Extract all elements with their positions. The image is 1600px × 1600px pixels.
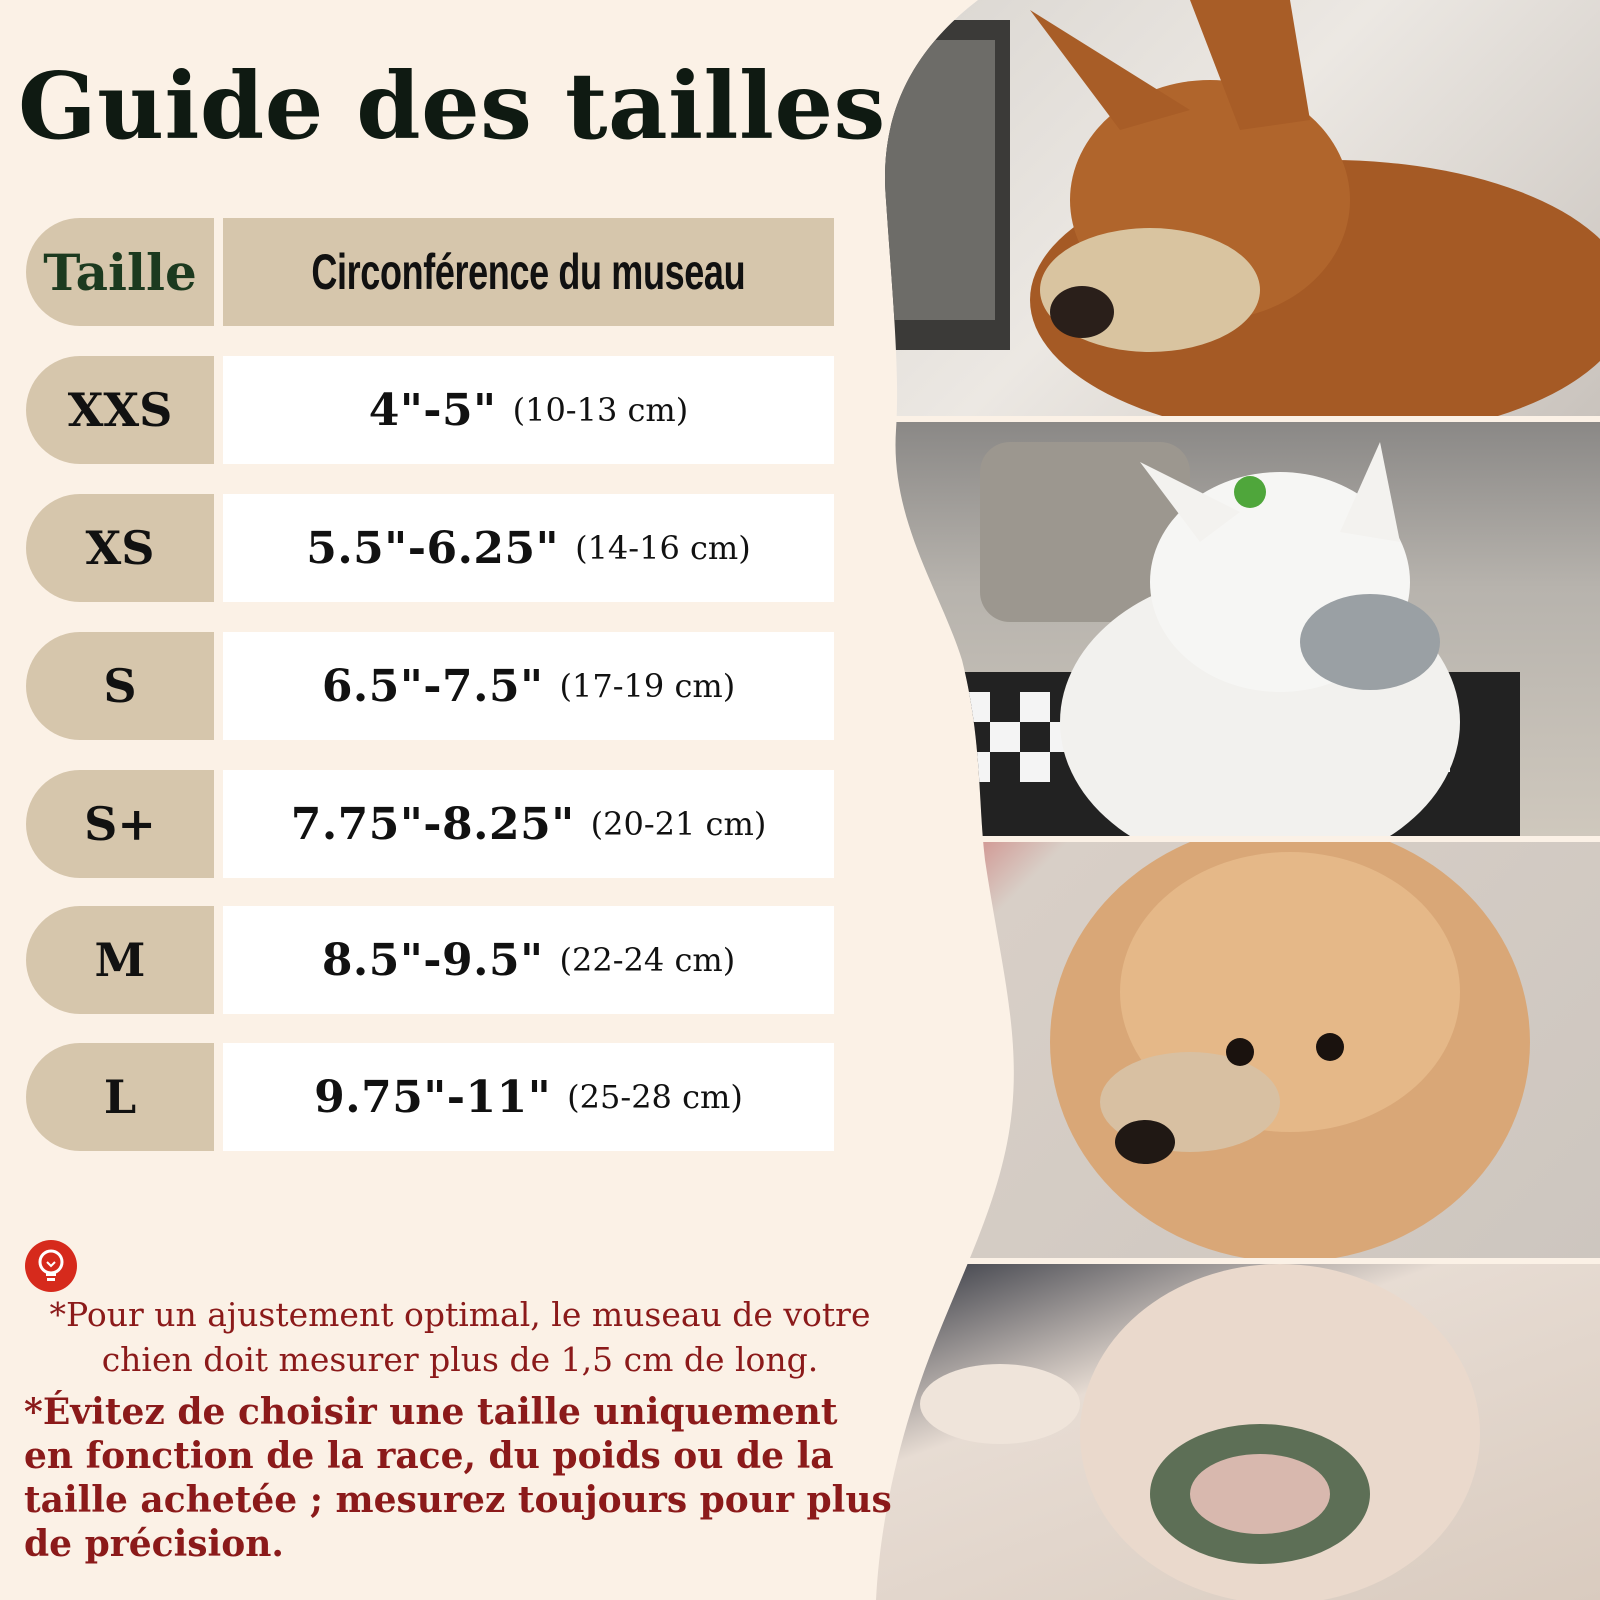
- row-size: XS: [26, 494, 214, 602]
- photo-bulldog-green-muzzle: [860, 1264, 1600, 1600]
- row-size: L: [26, 1043, 214, 1151]
- row-cm: (22-24 cm): [559, 941, 736, 979]
- row-value: [223, 356, 834, 464]
- measure-warning: *Évitez de choisir une taille uniquement en fonction de la race, du poids ou de la taille achetée ; mesurez toujours pour plus de précision.: [24, 1391, 892, 1565]
- fit-note: *Pour un ajustement optimal, le museau de votre chien doit mesurer plus de 1,5 cm de long.: [49, 1295, 871, 1379]
- header-value-label: Circonférence du museau: [311, 244, 746, 300]
- photo-chihuahua-beige-muzzle: [860, 0, 1600, 416]
- row-inches: 8.5"-9.5": [321, 934, 544, 986]
- photo-pomeranian-beige-muzzle: [860, 842, 1600, 1258]
- row-cm: (20-21 cm): [590, 805, 767, 843]
- row-cm: (17-19 cm): [559, 667, 736, 705]
- row-inches: 7.75"-8.25": [290, 798, 575, 850]
- row-cm: (14-16 cm): [575, 529, 751, 567]
- row-value: [223, 494, 834, 602]
- row-inches: 4"-5": [368, 384, 497, 436]
- header-value: [223, 218, 834, 326]
- lightbulb-icon: [25, 1240, 77, 1292]
- header-size: Taille: [26, 218, 214, 326]
- row-value: [223, 1043, 834, 1151]
- photo-westie-grey-muzzle: [860, 422, 1600, 836]
- row-value: [223, 906, 834, 1014]
- row-inches: 9.75"-11": [314, 1071, 552, 1123]
- row-size: S+: [26, 770, 214, 878]
- row-inches: 5.5"-6.25": [306, 522, 560, 574]
- row-size: XXS: [26, 356, 214, 464]
- row-cm: (25-28 cm): [567, 1078, 743, 1116]
- row-size: S: [26, 632, 214, 740]
- page-title: Guide des tailles: [18, 52, 886, 160]
- row-size: M: [26, 906, 214, 1014]
- row-inches: 6.5"-7.5": [321, 660, 544, 712]
- row-value: [223, 632, 834, 740]
- row-value: [223, 770, 834, 878]
- row-cm: (10-13 cm): [512, 391, 689, 429]
